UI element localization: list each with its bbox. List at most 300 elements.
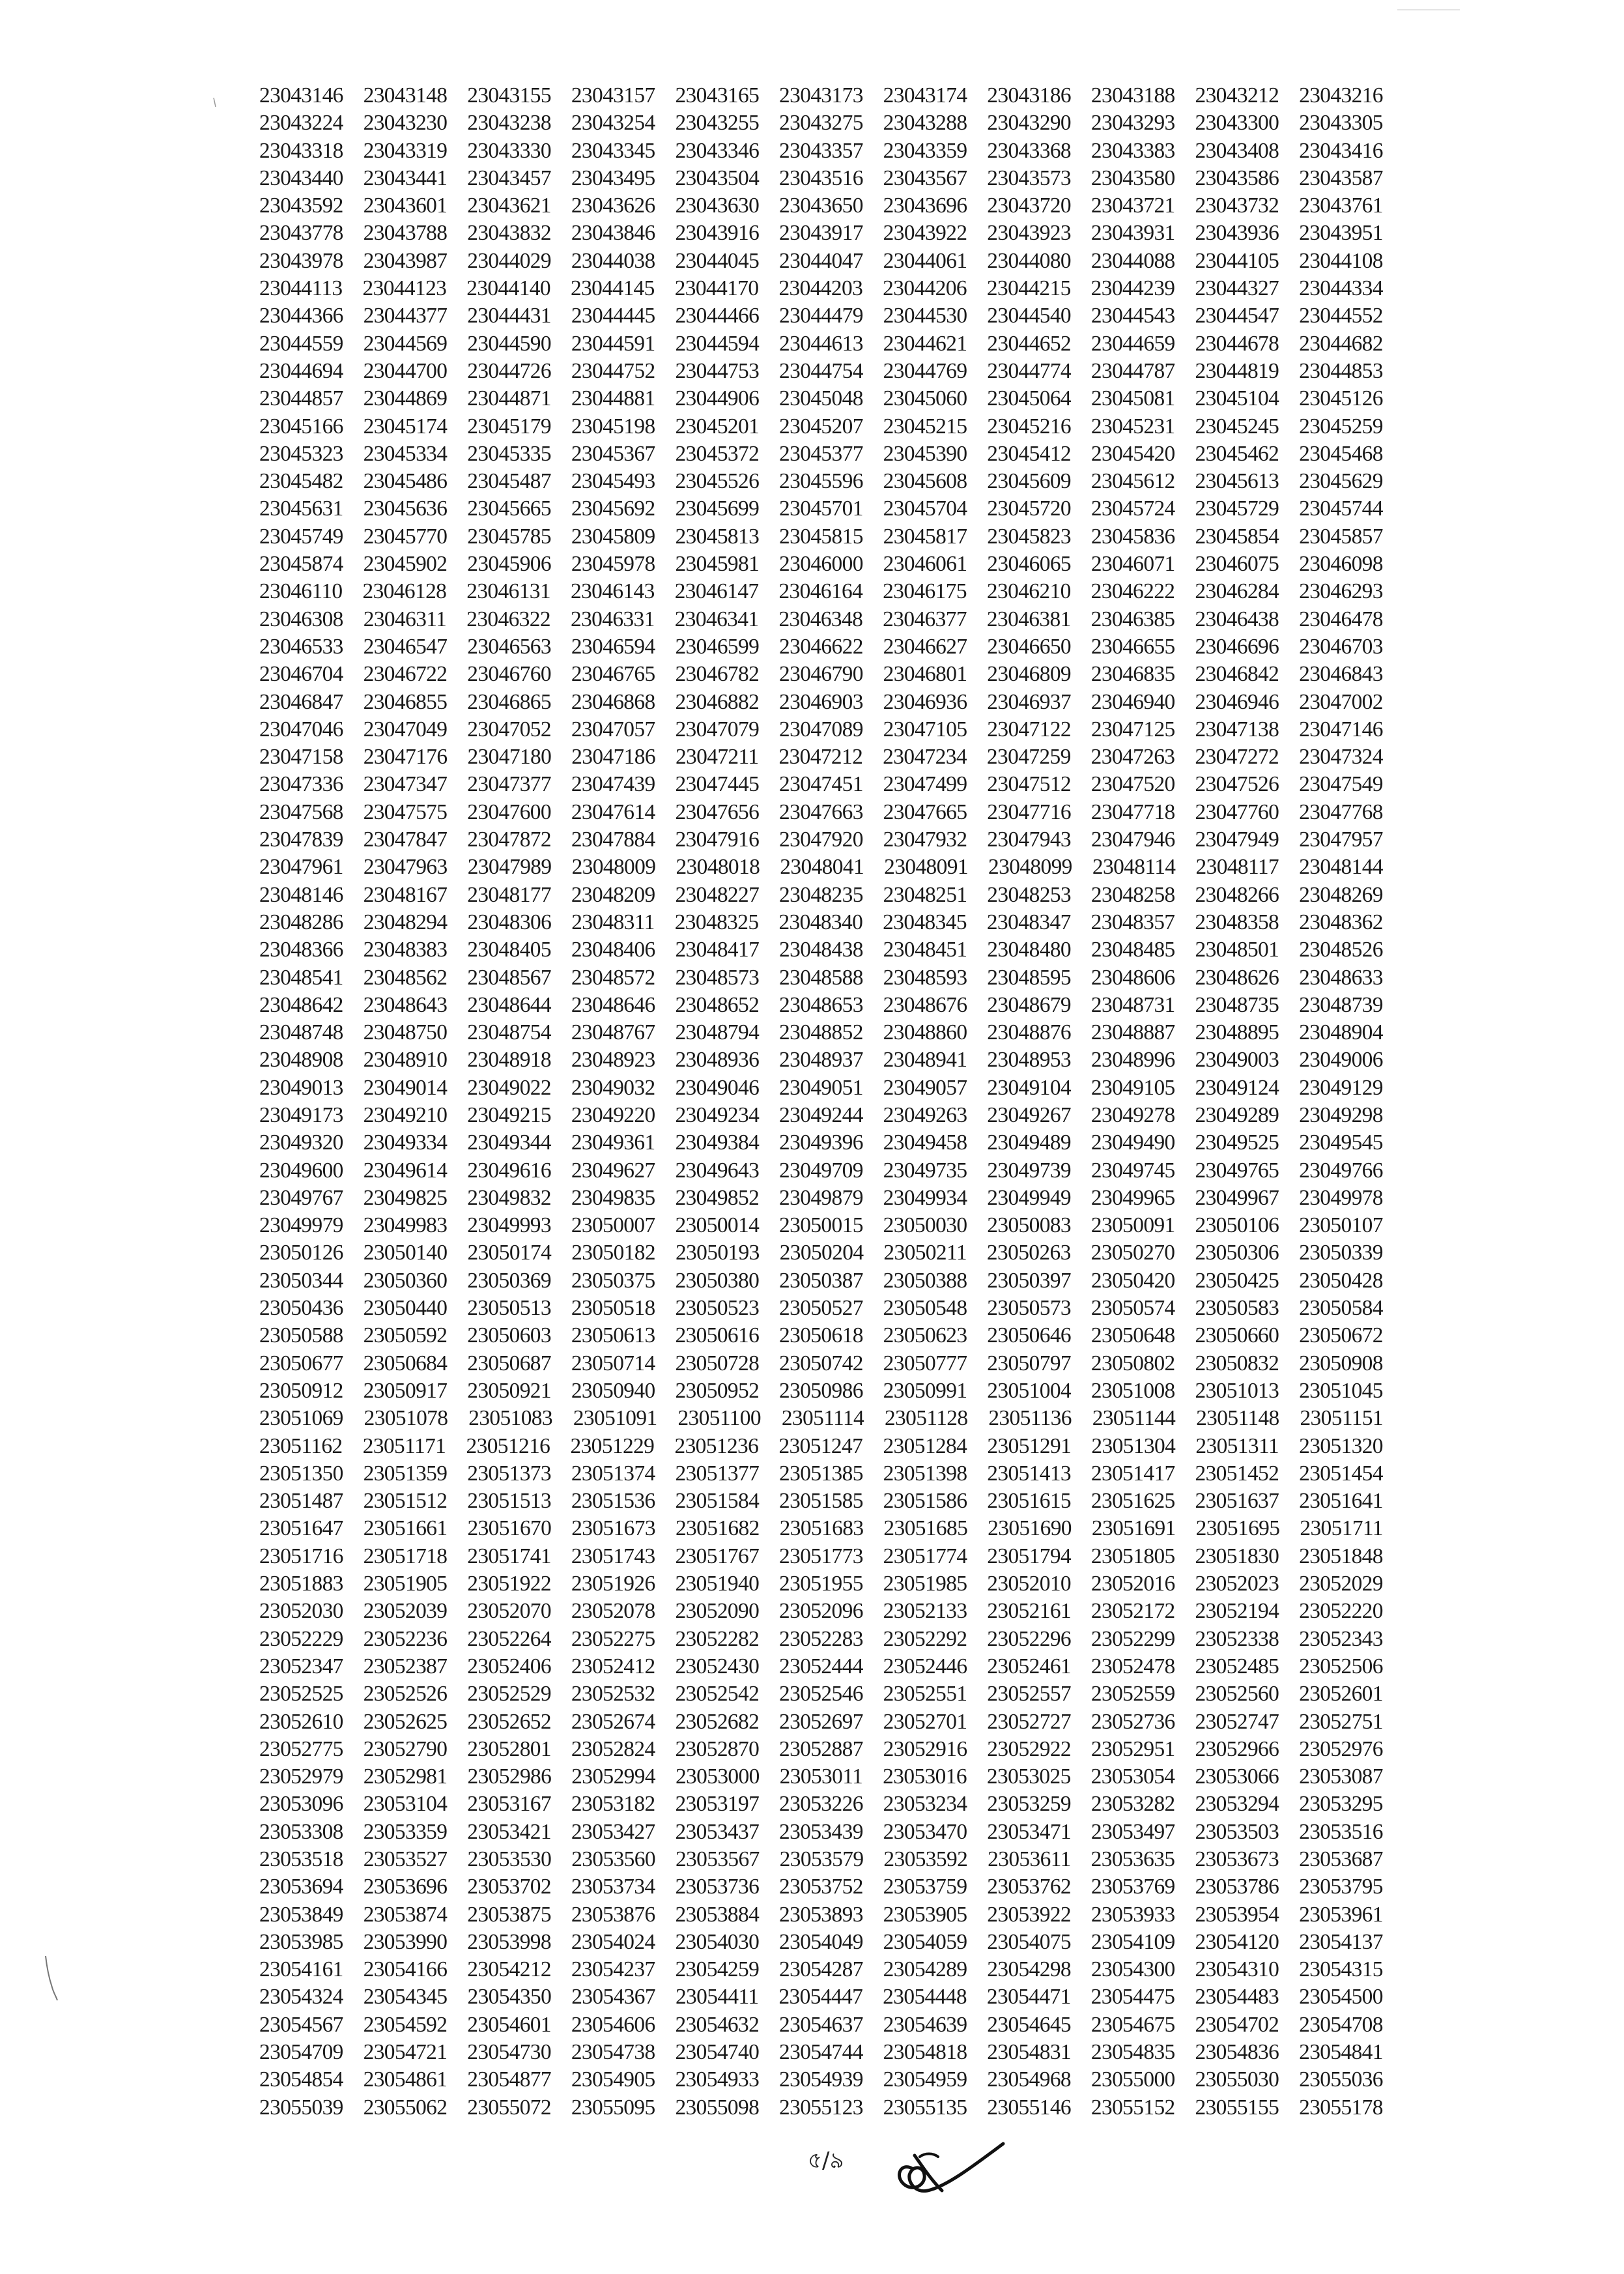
roll-number: 23054161 [259, 1957, 343, 1982]
roll-number: 23045874 [259, 552, 343, 577]
roll-number: 23045813 [675, 524, 760, 549]
roll-number: 23054854 [259, 2067, 343, 2092]
roll-number: 23050527 [779, 1296, 863, 1321]
roll-number: 23054289 [883, 1957, 967, 1982]
roll-number: 23045692 [571, 497, 655, 521]
number-row [259, 882, 1383, 909]
roll-number: 23049220 [571, 1102, 655, 1127]
roll-number: 23052979 [259, 1764, 343, 1789]
roll-number: 23053961 [1299, 1902, 1383, 1927]
roll-number: 23043721 [1090, 194, 1175, 218]
roll-number: 23043305 [1299, 111, 1383, 136]
roll-number: 23044123 [362, 276, 447, 301]
roll-number: 23043188 [1090, 83, 1175, 108]
number-row [259, 109, 1383, 137]
roll-number: 23052194 [1195, 1599, 1279, 1624]
roll-number: 23043586 [1195, 166, 1279, 190]
roll-number: 23050548 [883, 1296, 967, 1321]
roll-number: 23045612 [1090, 469, 1175, 494]
number-row [259, 1543, 1383, 1570]
roll-number: 23052282 [675, 1626, 760, 1651]
roll-number: 23052478 [1090, 1654, 1175, 1678]
roll-number: 23045665 [467, 497, 551, 521]
roll-number: 23049032 [571, 1075, 655, 1100]
roll-number: 23046175 [883, 579, 967, 604]
number-row [259, 275, 1383, 302]
roll-number: 23046322 [466, 607, 550, 631]
roll-number: 23051695 [1195, 1516, 1280, 1541]
roll-number: 23047847 [363, 828, 448, 852]
roll-number: 23049934 [883, 1185, 967, 1210]
roll-number: 23045744 [1299, 497, 1383, 521]
roll-number: 23049832 [467, 1185, 551, 1210]
roll-number: 23046438 [1195, 607, 1279, 631]
roll-number: 23048767 [571, 1020, 655, 1045]
roll-number: 23054818 [883, 2040, 967, 2065]
roll-number: 23047920 [779, 828, 863, 852]
roll-number: 23049046 [675, 1075, 760, 1100]
roll-number: 23051045 [1299, 1378, 1383, 1403]
roll-number: 23047212 [778, 745, 863, 770]
roll-number: 23047549 [1299, 772, 1383, 797]
roll-number: 23051985 [883, 1572, 967, 1596]
roll-number: 23050014 [675, 1213, 760, 1238]
number-row [259, 771, 1383, 798]
roll-number: 23051236 [674, 1433, 759, 1458]
roll-number: 23043495 [571, 166, 655, 190]
roll-number: 23044466 [675, 304, 760, 328]
roll-number: 23048438 [779, 938, 863, 962]
roll-number: 23051741 [467, 1544, 551, 1568]
roll-number: 23051171 [362, 1433, 446, 1458]
roll-number: 23044652 [987, 331, 1072, 356]
roll-number: 23043238 [467, 111, 551, 136]
roll-number: 23053497 [1090, 1819, 1175, 1844]
roll-number: 23048501 [1195, 938, 1279, 962]
roll-number: 23044682 [1299, 331, 1383, 356]
roll-number: 23047760 [1195, 799, 1279, 824]
roll-number: 23045613 [1195, 469, 1279, 494]
roll-number: 23048146 [259, 882, 343, 907]
number-row [259, 1405, 1383, 1432]
roll-number: 23045468 [1299, 441, 1383, 466]
roll-number: 23054024 [571, 1929, 655, 1954]
roll-number: 23054350 [467, 1985, 552, 2009]
roll-number: 23049643 [675, 1158, 760, 1183]
roll-number: 23045729 [1195, 497, 1279, 521]
roll-number: 23043630 [675, 194, 760, 218]
roll-number: 23053795 [1299, 1875, 1383, 1899]
roll-number: 23046000 [779, 552, 863, 577]
number-row [259, 716, 1383, 743]
roll-number: 23054645 [987, 2012, 1072, 2037]
roll-number: 23050375 [571, 1268, 655, 1293]
roll-number: 23052220 [1299, 1599, 1383, 1624]
roll-number: 23044239 [1090, 276, 1175, 301]
roll-number: 23052016 [1090, 1572, 1175, 1596]
roll-number: 23046940 [1090, 689, 1175, 714]
roll-number: 23044334 [1299, 276, 1383, 301]
roll-number: 23043440 [259, 166, 343, 190]
roll-number: 23051377 [675, 1461, 760, 1486]
roll-number: 23045854 [1195, 524, 1279, 549]
roll-number: 23048653 [779, 992, 863, 1017]
roll-number: 23044621 [883, 331, 967, 356]
roll-number: 23051413 [987, 1461, 1072, 1486]
roll-number: 23043186 [987, 83, 1072, 108]
roll-number: 23054637 [779, 2012, 863, 2037]
roll-number: 23049320 [259, 1130, 343, 1155]
roll-number: 23045245 [1195, 414, 1279, 439]
roll-number: 23054483 [1195, 1985, 1279, 2009]
roll-number: 23044594 [675, 331, 760, 356]
roll-number: 23043457 [467, 166, 551, 190]
roll-number: 23054109 [1090, 1929, 1175, 1954]
roll-number: 23048953 [987, 1048, 1072, 1072]
roll-number: 23049384 [675, 1130, 760, 1155]
roll-number: 23047336 [259, 772, 343, 797]
roll-number: 23051304 [1091, 1433, 1176, 1458]
roll-number: 23043592 [259, 194, 343, 218]
roll-number: 23051069 [259, 1406, 343, 1431]
roll-number: 23044590 [467, 331, 551, 356]
roll-number: 23047961 [259, 855, 343, 880]
roll-number: 23047125 [1090, 717, 1175, 741]
roll-number: 23054632 [675, 2012, 760, 2037]
roll-number: 23048405 [467, 938, 551, 962]
number-row [259, 1350, 1383, 1377]
roll-number: 23043359 [883, 138, 967, 163]
roll-number: 23053990 [363, 1929, 448, 1954]
roll-number: 23044366 [259, 304, 343, 328]
roll-number: 23050797 [987, 1351, 1072, 1375]
roll-number: 23051773 [779, 1544, 863, 1568]
roll-number: 23049852 [675, 1185, 760, 1210]
roll-number: 23053197 [675, 1792, 760, 1817]
number-row [259, 302, 1383, 330]
roll-number: 23049013 [259, 1075, 343, 1100]
roll-number: 23048633 [1299, 965, 1383, 990]
roll-number: 23045493 [571, 469, 655, 494]
roll-number: 23048572 [571, 965, 655, 990]
roll-number: 23052029 [1299, 1572, 1383, 1596]
roll-number: 23051767 [675, 1544, 760, 1568]
number-row [259, 1570, 1383, 1598]
roll-number: 23052161 [987, 1599, 1072, 1624]
roll-number: 23052532 [571, 1682, 655, 1706]
roll-number: 23045978 [571, 552, 655, 577]
roll-number: 23053734 [571, 1875, 655, 1899]
roll-number: 23043573 [987, 166, 1072, 190]
roll-number: 23055135 [883, 2095, 967, 2120]
roll-number: 23051691 [1091, 1516, 1176, 1541]
roll-number: 23049835 [571, 1185, 655, 1210]
roll-number: 23050015 [779, 1213, 863, 1238]
roll-number: 23055000 [1090, 2067, 1175, 2092]
roll-number: 23054567 [259, 2012, 343, 2037]
roll-number: 23046065 [987, 552, 1072, 577]
roll-number: 23046903 [779, 689, 863, 714]
roll-number: 23053769 [1090, 1875, 1175, 1899]
roll-number: 23043732 [1195, 194, 1279, 218]
roll-number: 23054709 [259, 2040, 343, 2065]
roll-number: 23047324 [1299, 745, 1383, 770]
roll-number: 23051148 [1196, 1406, 1279, 1431]
roll-number: 23053736 [675, 1875, 760, 1899]
roll-number: 23047872 [467, 828, 551, 852]
roll-number: 23052801 [467, 1736, 551, 1761]
roll-number: 23044754 [779, 358, 863, 383]
roll-number: 23054500 [1299, 1985, 1383, 2009]
roll-number: 23046703 [1299, 634, 1383, 659]
roll-number: 23048606 [1090, 965, 1175, 990]
roll-number: 23045372 [675, 441, 760, 466]
roll-number: 23048117 [1195, 855, 1279, 880]
roll-number: 23053054 [1090, 1764, 1175, 1789]
roll-number: 23054030 [675, 1929, 760, 1954]
roll-number: 23052951 [1090, 1736, 1175, 1761]
roll-number: 23045701 [779, 497, 863, 521]
roll-number: 23052430 [675, 1654, 760, 1678]
roll-number: 23053592 [883, 1847, 968, 1871]
roll-number: 23044029 [467, 248, 551, 273]
roll-number: 23048904 [1299, 1020, 1383, 1045]
roll-number: 23052560 [1195, 1682, 1279, 1706]
roll-number: 23046847 [259, 689, 343, 714]
roll-number: 23049458 [883, 1130, 967, 1155]
roll-number: 23047079 [675, 717, 760, 741]
roll-number: 23047046 [259, 717, 343, 741]
roll-number: 23052870 [675, 1736, 760, 1761]
roll-number: 23048937 [779, 1048, 863, 1072]
roll-number: 23051830 [1195, 1544, 1279, 1568]
roll-number: 23047957 [1299, 828, 1383, 852]
roll-number: 23046075 [1195, 552, 1279, 577]
roll-number: 23050030 [883, 1213, 967, 1238]
roll-number: 23052887 [779, 1736, 863, 1761]
roll-number: 23052727 [987, 1709, 1072, 1734]
number-row [259, 1736, 1383, 1763]
roll-number: 23048227 [675, 882, 760, 907]
roll-number: 23052078 [571, 1599, 655, 1624]
roll-number: 23050263 [986, 1241, 1071, 1265]
roll-number: 23047499 [883, 772, 967, 797]
roll-number: 23048573 [675, 965, 760, 990]
roll-number: 23047057 [571, 717, 655, 741]
number-row [259, 2066, 1383, 2094]
roll-number: 23053527 [363, 1847, 448, 1871]
roll-number: 23053167 [467, 1792, 551, 1817]
roll-number: 23054836 [1195, 2040, 1279, 2065]
roll-number: 23051682 [675, 1516, 760, 1541]
roll-number: 23051615 [987, 1489, 1072, 1514]
roll-number: 23048794 [675, 1020, 760, 1045]
roll-number: 23051216 [466, 1433, 550, 1458]
roll-number: 23048887 [1090, 1020, 1175, 1045]
roll-number: 23054259 [675, 1957, 760, 1982]
roll-number: 23050618 [779, 1323, 863, 1348]
roll-number: 23047839 [259, 828, 343, 852]
roll-number: 23045259 [1299, 414, 1383, 439]
roll-number: 23047520 [1090, 772, 1175, 797]
roll-number: 23052292 [883, 1626, 967, 1651]
roll-number: 23046385 [1090, 607, 1175, 631]
roll-number: 23053308 [259, 1819, 343, 1844]
roll-number: 23053884 [675, 1902, 760, 1927]
roll-number: 23048567 [467, 965, 551, 990]
roll-number: 23048642 [259, 992, 343, 1017]
roll-number: 23043357 [779, 138, 863, 163]
roll-number: 23052966 [1195, 1736, 1279, 1761]
roll-number: 23048451 [883, 938, 967, 962]
number-row [259, 82, 1383, 109]
roll-number: 23049545 [1299, 1130, 1383, 1155]
roll-number: 23053933 [1090, 1902, 1175, 1927]
roll-number: 23051805 [1090, 1544, 1175, 1568]
number-row [259, 1157, 1383, 1185]
roll-number: 23046311 [363, 607, 447, 631]
roll-number: 23046098 [1299, 552, 1383, 577]
roll-number: 23054411 [675, 1985, 759, 2009]
roll-number: 23053922 [987, 1902, 1072, 1927]
roll-number: 23053295 [1299, 1792, 1383, 1817]
roll-number: 23048739 [1299, 992, 1383, 1017]
roll-number: 23047146 [1299, 717, 1383, 741]
roll-number: 23045704 [883, 497, 967, 521]
roll-number: 23045487 [467, 469, 551, 494]
roll-number: 23054367 [571, 1985, 655, 2009]
roll-number: 23044591 [571, 331, 655, 356]
roll-number: 23051398 [883, 1461, 967, 1486]
roll-number: 23052347 [259, 1654, 343, 1678]
roll-number: 23043254 [571, 111, 655, 136]
roll-number: 23048676 [883, 992, 967, 1017]
roll-number: 23047656 [675, 799, 760, 824]
roll-number: 23050648 [1090, 1323, 1175, 1348]
roll-number: 23048626 [1195, 965, 1279, 990]
roll-number: 23055152 [1090, 2095, 1175, 2120]
roll-number: 23052506 [1299, 1654, 1383, 1678]
roll-number: 23052736 [1090, 1709, 1175, 1734]
roll-number: 23044530 [883, 304, 967, 328]
roll-number: 23047665 [883, 799, 967, 824]
roll-number: 23052283 [779, 1626, 863, 1651]
roll-number: 23050912 [259, 1378, 343, 1403]
roll-number: 23047526 [1195, 772, 1279, 797]
roll-number: 23046882 [675, 689, 760, 714]
roll-number: 23049006 [1299, 1048, 1383, 1072]
roll-number: 23050204 [779, 1241, 864, 1265]
number-row [259, 1708, 1383, 1736]
roll-number: 23051128 [884, 1406, 968, 1431]
roll-number: 23046131 [466, 579, 550, 604]
roll-number: 23047234 [883, 745, 967, 770]
roll-number: 23048941 [883, 1048, 967, 1072]
roll-number: 23044871 [467, 386, 551, 411]
roll-number: 23053470 [883, 1819, 967, 1844]
number-row [259, 2011, 1383, 2039]
roll-number: 23049979 [259, 1213, 343, 1238]
roll-number: 23052023 [1195, 1572, 1279, 1596]
roll-number: 23050677 [259, 1351, 343, 1375]
roll-number: 23048362 [1299, 910, 1383, 934]
roll-number: 23051284 [883, 1433, 967, 1458]
roll-number: 23045815 [779, 524, 863, 549]
roll-number: 23044769 [883, 358, 967, 383]
roll-number: 23049525 [1195, 1130, 1279, 1155]
roll-number: 23051247 [778, 1433, 863, 1458]
number-row [259, 1956, 1383, 1983]
roll-number: 23047575 [363, 799, 448, 824]
roll-number: 23053694 [259, 1875, 343, 1899]
number-row [259, 1653, 1383, 1680]
roll-number: 23048593 [883, 965, 967, 990]
roll-number: 23044559 [259, 331, 343, 356]
roll-number: 23055178 [1299, 2095, 1383, 2120]
roll-number: 23044170 [674, 276, 759, 301]
roll-number: 23044659 [1090, 331, 1175, 356]
roll-number: 23043224 [259, 111, 343, 136]
roll-number: 23053182 [571, 1792, 655, 1817]
roll-number: 23050174 [467, 1241, 552, 1265]
roll-number: 23049739 [987, 1158, 1072, 1183]
roll-number: 23054475 [1090, 1985, 1175, 2009]
roll-number: 23045166 [259, 414, 343, 439]
roll-number: 23053876 [571, 1902, 655, 1927]
number-row [259, 137, 1383, 165]
roll-number: 23051718 [363, 1544, 448, 1568]
roll-number: 23054721 [363, 2040, 448, 2065]
number-row [259, 661, 1383, 688]
roll-number: 23052682 [675, 1709, 760, 1734]
roll-number: 23048895 [1195, 1020, 1279, 1045]
roll-number: 23050182 [571, 1241, 655, 1265]
roll-number: 23048253 [987, 882, 1072, 907]
roll-number: 23050428 [1299, 1268, 1383, 1293]
roll-number: 23045526 [675, 469, 760, 494]
roll-number: 23054448 [883, 1985, 967, 2009]
roll-number: 23049949 [987, 1185, 1072, 1210]
roll-number: 23050742 [779, 1351, 863, 1375]
number-row [259, 1377, 1383, 1405]
roll-number: 23046842 [1195, 662, 1279, 687]
roll-number: 23043148 [363, 83, 448, 108]
roll-number: 23050832 [1195, 1351, 1279, 1375]
roll-number: 23049489 [987, 1130, 1072, 1155]
roll-number: 23047176 [363, 745, 448, 770]
roll-number: 23044569 [363, 331, 448, 356]
roll-number: 23052652 [467, 1709, 551, 1734]
roll-number: 23045699 [675, 497, 760, 521]
roll-number: 23052275 [571, 1626, 655, 1651]
roll-number: 23053000 [675, 1764, 760, 1789]
roll-number: 23052994 [571, 1764, 655, 1789]
roll-number: 23050344 [259, 1268, 343, 1293]
roll-number: 23050106 [1195, 1213, 1279, 1238]
roll-number: 23055098 [675, 2095, 760, 2120]
number-row [259, 1460, 1383, 1488]
roll-number: 23046110 [259, 579, 343, 604]
roll-number: 23049967 [1195, 1185, 1279, 1210]
roll-number: 23048167 [363, 882, 448, 907]
roll-number: 23048562 [363, 965, 448, 990]
roll-number: 23053087 [1299, 1764, 1383, 1789]
number-row [259, 1929, 1383, 1956]
roll-number: 23049244 [779, 1102, 863, 1127]
roll-number: 23045720 [987, 497, 1072, 521]
roll-number: 23051512 [363, 1489, 448, 1514]
roll-number: 23053025 [986, 1764, 1071, 1789]
